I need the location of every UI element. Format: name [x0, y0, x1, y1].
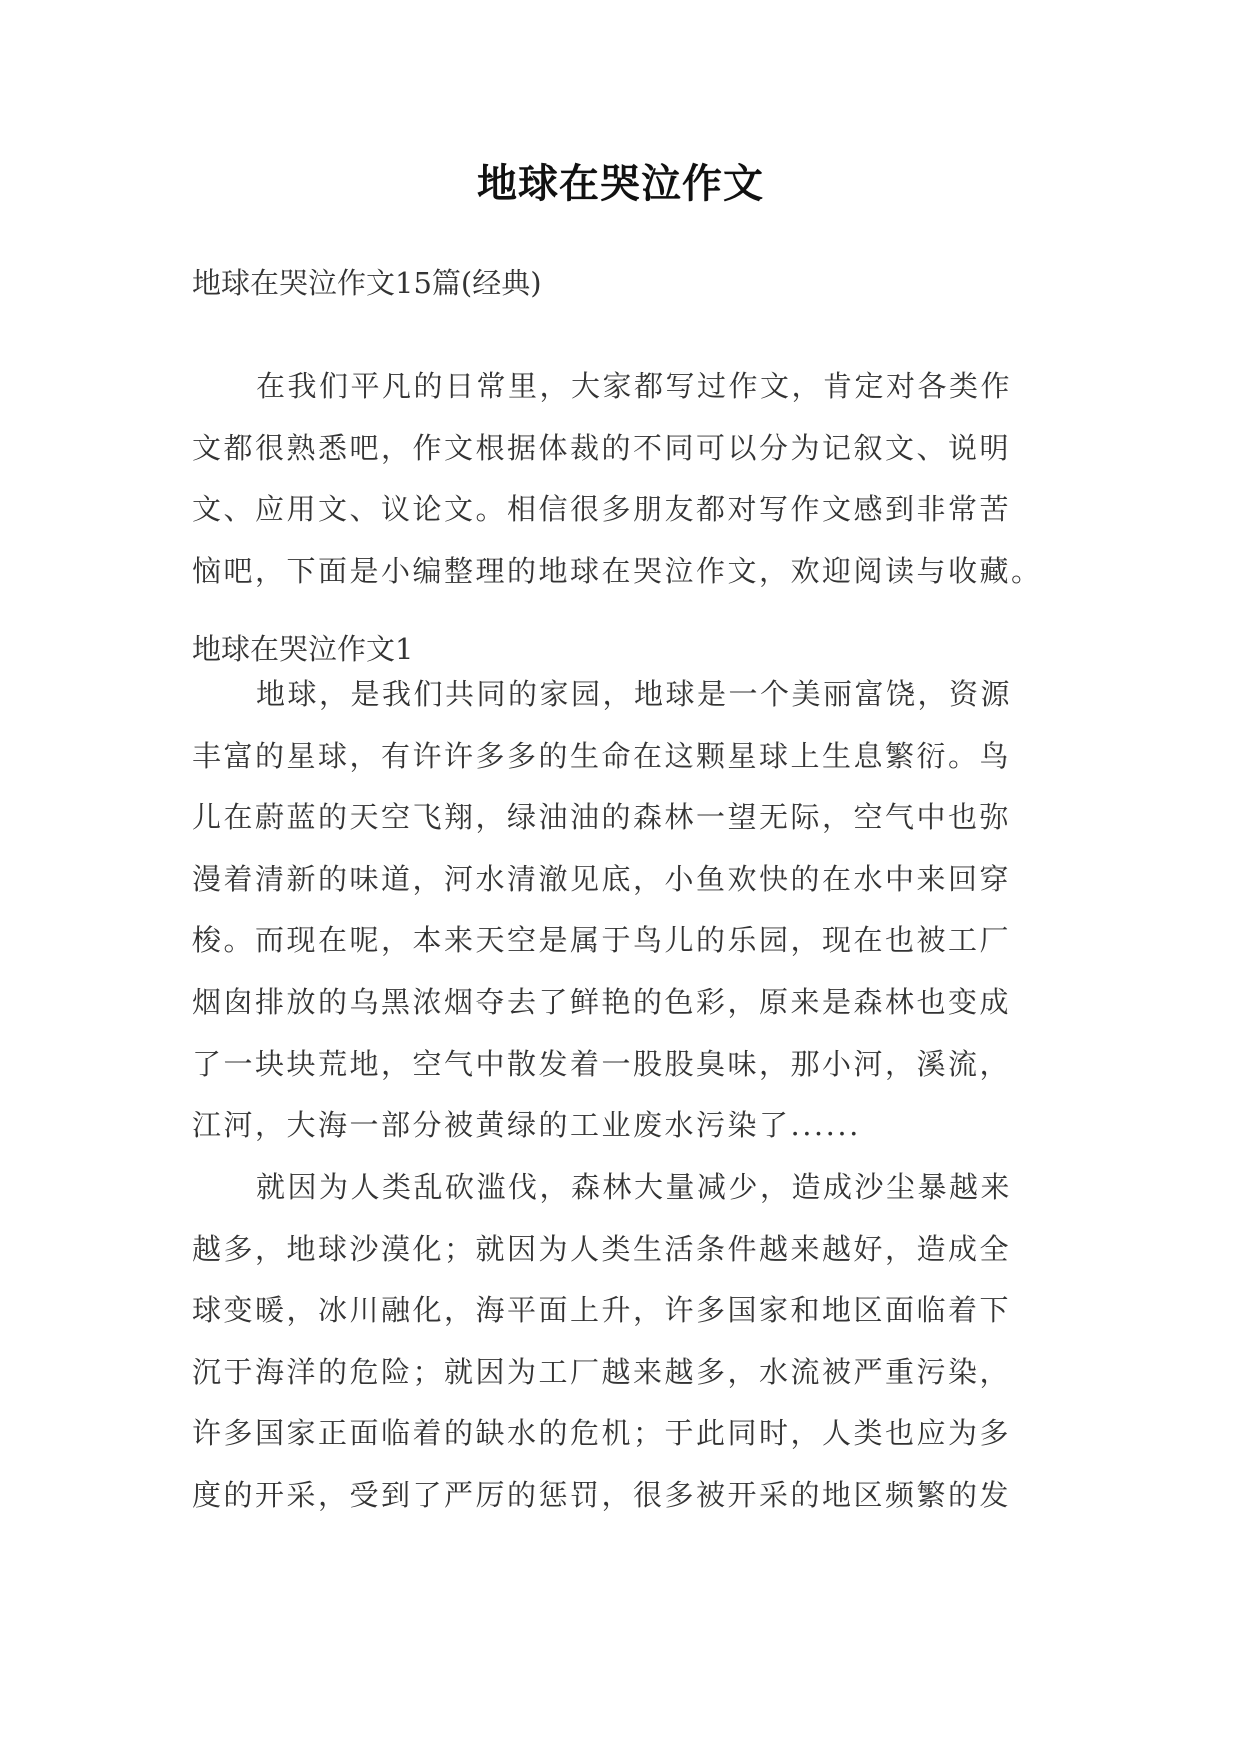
- text-line: 度的开采，受到了严厉的惩罚，很多被开采的地区频繁的发: [192, 1477, 1012, 1512]
- paragraph-2: [192, 1157, 1052, 1527]
- text-line: 在我们平凡的日常里，大家都写过作文，肯定对各类作: [256, 369, 1013, 403]
- text-line: 恼吧，下面是小编整理的地球在哭泣作文，欢迎阅读与收藏。: [192, 553, 1043, 588]
- text-line: 漫着清新的味道，河水清澈见底，小鱼欢快的在水中来回穿: [192, 861, 1012, 896]
- text-line: 儿在蔚蓝的天空飞翔，绿油油的森林一望无际，空气中也弥: [192, 800, 1012, 835]
- paragraph-1: [192, 664, 1052, 1157]
- text-line: 沉于海洋的危险；就因为工厂越来越多，水流被严重污染，: [192, 1354, 1012, 1389]
- document-title: 地球在哭泣作文: [477, 160, 764, 207]
- text-line: 地球，是我们共同的家园，地球是一个美丽富饶，资源: [256, 677, 1013, 711]
- text-line: 烟囱排放的乌黑浓烟夺去了鲜艳的色彩，原来是森林也变成: [192, 984, 1012, 1019]
- text-line: 江河，大海一部分被黄绿的工业废水污染了......: [192, 1108, 861, 1143]
- text-line: 越多，地球沙漠化；就因为人类生活条件越来越好，造成全: [192, 1231, 1012, 1266]
- text-line: 梭。而现在呢，本来天空是属于鸟儿的乐园，现在也被工厂: [192, 923, 1012, 958]
- intro-paragraph: [192, 356, 1052, 602]
- text-line: 文都很熟悉吧，作文根据体裁的不同可以分为记叙文、说明: [192, 430, 1012, 465]
- text-line: 许多国家正面临着的缺水的危机；于此同时，人类也应为多: [192, 1416, 1012, 1451]
- document-subtitle: 地球在哭泣作文15篇(经典): [192, 266, 542, 300]
- section-heading: 地球在哭泣作文1: [192, 632, 414, 666]
- text-line: 球变暖，冰川融化，海平面上升，许多国家和地区面临着下: [192, 1293, 1012, 1328]
- text-line: 就因为人类乱砍滥伐，森林大量减少，造成沙尘暴越来: [256, 1170, 1013, 1204]
- text-line: 丰富的星球，有许许多多的生命在这颗星球上生息繁衍。鸟: [192, 738, 1012, 773]
- text-line: 文、应用文、议论文。相信很多朋友都对写作文感到非常苦: [192, 492, 1012, 527]
- text-line: 了一块块荒地，空气中散发着一股股臭味，那小河，溪流，: [192, 1046, 1012, 1081]
